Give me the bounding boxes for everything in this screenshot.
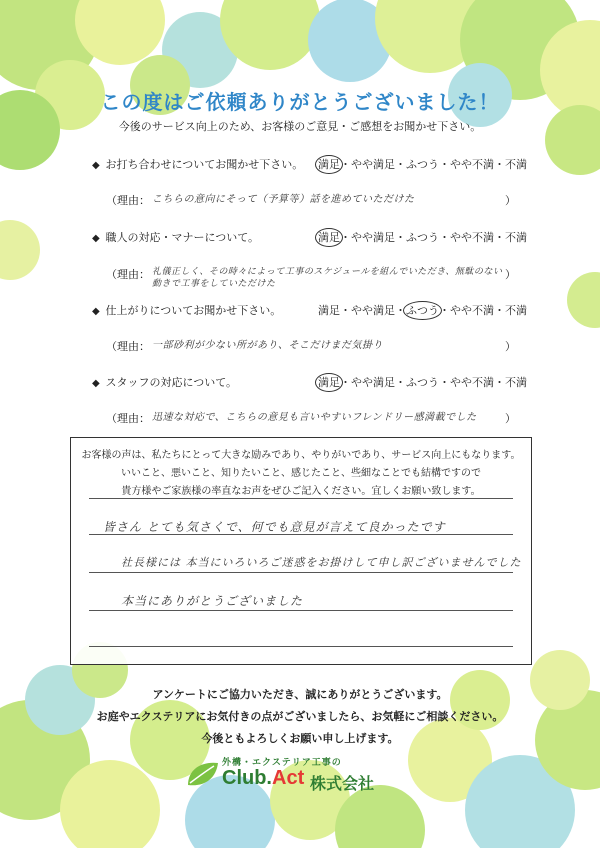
diamond-icon: ◆ (92, 378, 100, 389)
rating-option-selected: 満足 (318, 231, 340, 244)
rating-option: やや満足 (351, 231, 395, 244)
diamond-icon: ◆ (92, 306, 100, 317)
reason-label: （理由： (106, 412, 150, 425)
question-label: 職人の対応・マナーについて。 (105, 231, 260, 244)
question-label: スタッフの対応について。 (105, 376, 238, 389)
reason-label: （理由： (106, 194, 150, 207)
rating-option: やや満足 (351, 376, 395, 389)
diamond-icon: ◆ (92, 233, 100, 244)
voice-intro-line: 貴方様やご家族様の率直なお声をぜひご記入ください。宜しくお願い致します。 (121, 486, 481, 497)
reason-label: （理由： (106, 268, 150, 281)
writing-line (89, 610, 513, 611)
rating-option: ふつう (406, 376, 439, 389)
diamond-icon: ◆ (92, 160, 100, 171)
rating-option-selected: 満足 (318, 158, 340, 171)
rating-option: 満足 (318, 304, 340, 317)
leaf-icon (184, 759, 222, 789)
page-subtitle: 今後のサービス向上のため、お客様のご意見・ご感想をお聞かせ下さい。 (118, 120, 482, 133)
closing-line: お庭やエクステリアにお気付きの点がございましたら、お気軽にご相談ください。 (96, 710, 504, 723)
rating-option: 不満 (505, 158, 527, 171)
reason-close: ） (505, 340, 516, 353)
rating-option: やや不満 (450, 304, 494, 317)
rating-option: ふつう (406, 231, 439, 244)
question-craftsman (92, 229, 259, 245)
rating-option: やや満足 (351, 304, 395, 317)
closing-line: 今後ともよろしくお願い申し上げます。 (201, 732, 399, 745)
reason-text: こちらの意向にそって（予算等）話を進めていただけた (152, 194, 415, 205)
handwritten-comment: 皆さん とても気さくで、何でも意見が言えて良かったです (103, 520, 446, 534)
reason-text: 礼儀正しく、その時々によって工事のスケジュールを組んでいただき、無駄のない (152, 267, 503, 277)
rating-scale-staff: 満足・やや満足・ふつう・やや不満・不満 (318, 376, 527, 389)
closing-line: アンケートにご協力いただき、誠にありがとうございます。 (152, 688, 448, 701)
handwritten-comment: 社長様には 本当にいろいろご迷惑をお掛けして申し訳ございませんでした (121, 556, 522, 569)
rating-option-selected: 満足 (318, 376, 340, 389)
writing-line (89, 572, 513, 573)
rating-scale-meeting: 満足・やや満足・ふつう・やや不満・不満 (318, 158, 527, 171)
rating-option-selected: ふつう (406, 304, 439, 317)
reason-text: 動きで工事をしていただけた (152, 279, 276, 289)
logo-subtitle: 外構・エクステリア工事の (222, 758, 342, 768)
writing-line (89, 498, 513, 499)
page-title: この度はご依頼ありがとうございました！ (100, 90, 500, 114)
logo-brand-part2: Act (272, 767, 305, 789)
rating-option: やや満足 (351, 158, 395, 171)
logo-corp: 株式会社 (310, 774, 375, 793)
reason-close: ） (505, 268, 516, 281)
rating-option: ふつう (406, 158, 439, 171)
writing-line (89, 646, 513, 647)
rating-scale-finish: 満足・やや満足・ふつう・やや不満・不満 (318, 304, 527, 317)
rating-option: 不満 (505, 304, 527, 317)
reason-text: 一部砂利が少ない所があり、そこだけまだ気掛り (152, 340, 383, 351)
rating-option: 不満 (505, 376, 527, 389)
voice-intro-line: いいこと、悪いこと、知りたいこと、感じたこと、些細なことでも結構ですので (121, 468, 481, 479)
question-finish (92, 302, 281, 318)
rating-option: 不満 (505, 231, 527, 244)
reason-close: ） (505, 412, 516, 425)
handwritten-comment: 本当にありがとうございました (121, 594, 304, 608)
logo-brand-part1: Club. (222, 767, 272, 789)
rating-option: やや不満 (450, 158, 494, 171)
reason-text: 迅速な対応で、こちらの意見も言いやすいフレンドリー感満載でした (152, 412, 477, 423)
customer-voice-box (70, 437, 532, 665)
rating-option: やや不満 (450, 231, 494, 244)
question-staff (92, 374, 237, 390)
rating-option: やや不満 (450, 376, 494, 389)
question-meeting (92, 156, 303, 172)
logo-brand (222, 767, 304, 790)
writing-line (89, 534, 513, 535)
reason-label: （理由： (106, 340, 150, 353)
question-label: 仕上がりについてお聞かせ下さい。 (105, 304, 282, 317)
question-label: お打ち合わせについてお聞かせ下さい。 (105, 158, 304, 171)
voice-intro-line: お客様の声は、私たちにとって大きな励みであり、やりがいであり、サービス向上にもなります。 (81, 450, 521, 461)
company-logo (184, 755, 424, 795)
rating-scale-craftsman: 満足・やや満足・ふつう・やや不満・不満 (318, 231, 527, 244)
reason-close: ） (505, 194, 516, 207)
